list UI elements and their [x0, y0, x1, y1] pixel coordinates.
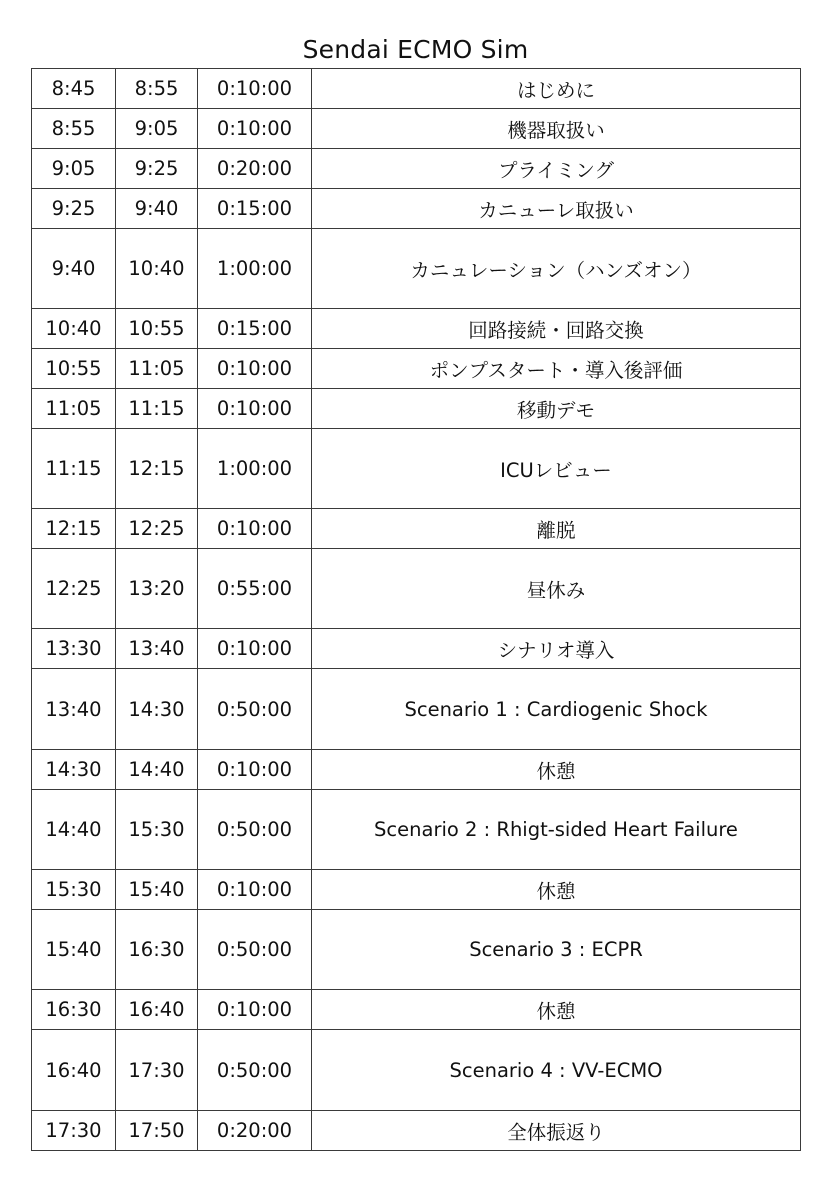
table-row — [32, 389, 801, 429]
duration-cell: 0:10:00 — [198, 349, 312, 389]
schedule-table — [31, 68, 801, 1151]
session-title-cell: 回路接続・回路交換 — [312, 309, 801, 349]
duration-cell: 0:10:00 — [198, 750, 312, 790]
session-title-cell: シナリオ導入 — [312, 629, 801, 669]
start-time-cell: 10:40 — [32, 309, 116, 349]
end-time-cell: 9:40 — [116, 189, 198, 229]
table-row — [32, 1030, 801, 1111]
session-title-cell: Scenario 2 : Rhigt-sided Heart Failure — [312, 790, 801, 870]
session-title-cell: 休憩 — [312, 870, 801, 910]
document-title: Sendai ECMO Sim — [302, 35, 529, 64]
start-time-cell: 8:45 — [32, 69, 116, 109]
end-time-cell: 16:30 — [116, 910, 198, 990]
table-row — [32, 109, 801, 149]
duration-cell: 0:10:00 — [198, 109, 312, 149]
end-time-cell: 15:30 — [116, 790, 198, 870]
session-title-cell: Scenario 1 : Cardiogenic Shock — [312, 669, 801, 750]
table-row — [32, 990, 801, 1030]
session-title-cell: ポンプスタート・導入後評価 — [312, 349, 801, 389]
duration-cell: 0:10:00 — [198, 69, 312, 109]
session-title-cell: Scenario 3 : ECPR — [312, 910, 801, 990]
duration-cell: 0:50:00 — [198, 910, 312, 990]
start-time-cell: 14:40 — [32, 790, 116, 870]
session-title-cell: 離脱 — [312, 509, 801, 549]
duration-cell: 1:00:00 — [198, 229, 312, 309]
start-time-cell: 15:40 — [32, 910, 116, 990]
session-title-cell: 休憩 — [312, 750, 801, 790]
session-title-cell: カニューレ取扱い — [312, 189, 801, 229]
end-time-cell: 10:40 — [116, 229, 198, 309]
session-title-cell: 休憩 — [312, 990, 801, 1030]
duration-cell: 0:15:00 — [198, 189, 312, 229]
end-time-cell: 13:40 — [116, 629, 198, 669]
start-time-cell: 12:25 — [32, 549, 116, 629]
session-title-cell: 昼休み — [312, 549, 801, 629]
session-title-cell: Scenario 4 : VV-ECMO — [312, 1030, 801, 1111]
table-row — [32, 910, 801, 990]
duration-cell: 0:10:00 — [198, 629, 312, 669]
start-time-cell: 15:30 — [32, 870, 116, 910]
duration-cell: 1:00:00 — [198, 429, 312, 509]
start-time-cell: 16:40 — [32, 1030, 116, 1111]
end-time-cell: 17:50 — [116, 1111, 198, 1151]
start-time-cell: 9:25 — [32, 189, 116, 229]
duration-cell: 0:10:00 — [198, 990, 312, 1030]
start-time-cell: 12:15 — [32, 509, 116, 549]
session-title-cell: 全体振返り — [312, 1111, 801, 1151]
duration-cell: 0:15:00 — [198, 309, 312, 349]
session-title-cell: はじめに — [312, 69, 801, 109]
duration-cell: 0:20:00 — [198, 149, 312, 189]
session-title-cell: 移動デモ — [312, 389, 801, 429]
end-time-cell: 8:55 — [116, 69, 198, 109]
end-time-cell: 9:05 — [116, 109, 198, 149]
end-time-cell: 11:15 — [116, 389, 198, 429]
end-time-cell: 16:40 — [116, 990, 198, 1030]
duration-cell: 0:50:00 — [198, 790, 312, 870]
start-time-cell: 9:40 — [32, 229, 116, 309]
duration-cell: 0:50:00 — [198, 669, 312, 750]
table-row — [32, 509, 801, 549]
start-time-cell: 8:55 — [32, 109, 116, 149]
start-time-cell: 16:30 — [32, 990, 116, 1030]
table-row — [32, 1111, 801, 1151]
table-row — [32, 429, 801, 509]
start-time-cell: 9:05 — [32, 149, 116, 189]
table-row — [32, 870, 801, 910]
session-title-cell: 機器取扱い — [312, 109, 801, 149]
end-time-cell: 13:20 — [116, 549, 198, 629]
start-time-cell: 13:30 — [32, 629, 116, 669]
duration-cell: 0:50:00 — [198, 1030, 312, 1111]
start-time-cell: 11:15 — [32, 429, 116, 509]
duration-cell: 0:10:00 — [198, 870, 312, 910]
table-row — [32, 669, 801, 750]
table-row — [32, 750, 801, 790]
table-row — [32, 189, 801, 229]
start-time-cell: 10:55 — [32, 349, 116, 389]
session-title-cell: プライミング — [312, 149, 801, 189]
table-row — [32, 229, 801, 309]
table-row — [32, 69, 801, 109]
start-time-cell: 11:05 — [32, 389, 116, 429]
session-title-cell: カニュレーション（ハンズオン） — [312, 229, 801, 309]
table-row — [32, 349, 801, 389]
end-time-cell: 11:05 — [116, 349, 198, 389]
start-time-cell: 17:30 — [32, 1111, 116, 1151]
end-time-cell: 14:40 — [116, 750, 198, 790]
session-title-cell: ICUレビュー — [312, 429, 801, 509]
duration-cell: 0:10:00 — [198, 509, 312, 549]
duration-cell: 0:20:00 — [198, 1111, 312, 1151]
end-time-cell: 10:55 — [116, 309, 198, 349]
duration-cell: 0:10:00 — [198, 389, 312, 429]
table-row — [32, 549, 801, 629]
end-time-cell: 15:40 — [116, 870, 198, 910]
end-time-cell: 9:25 — [116, 149, 198, 189]
table-row — [32, 790, 801, 870]
end-time-cell: 12:15 — [116, 429, 198, 509]
end-time-cell: 14:30 — [116, 669, 198, 750]
end-time-cell: 17:30 — [116, 1030, 198, 1111]
start-time-cell: 13:40 — [32, 669, 116, 750]
table-row — [32, 149, 801, 189]
duration-cell: 0:55:00 — [198, 549, 312, 629]
table-row — [32, 629, 801, 669]
table-row — [32, 309, 801, 349]
end-time-cell: 12:25 — [116, 509, 198, 549]
start-time-cell: 14:30 — [32, 750, 116, 790]
